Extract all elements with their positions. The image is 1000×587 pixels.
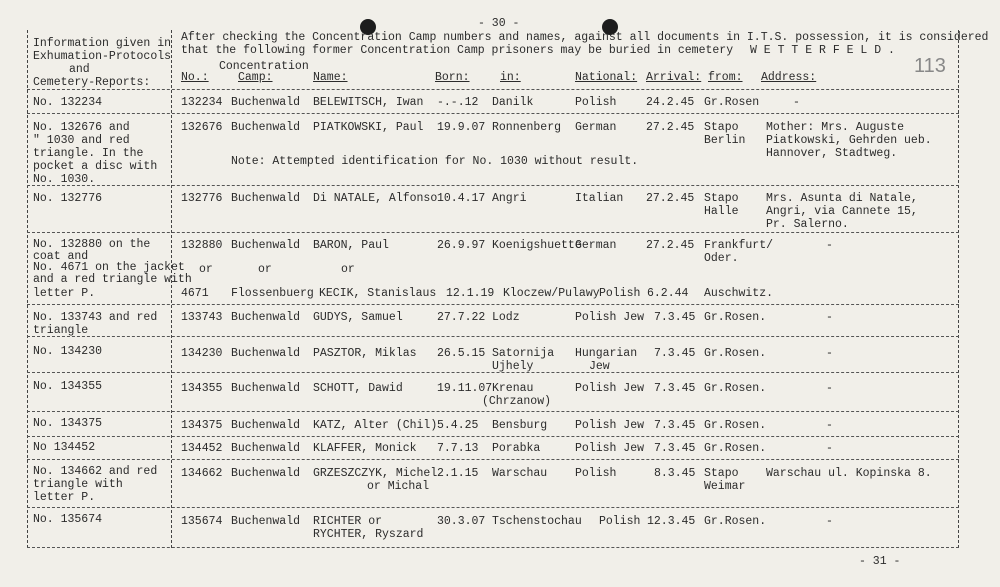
row-camp: Buchenwald (231, 192, 301, 205)
row-arrival: 7.3.45 (654, 347, 696, 360)
row-name: RICHTER or RYCHTER, Ryszard (313, 515, 424, 541)
row-birthplace: Tschenstochau (492, 515, 582, 528)
row-national: Polish Jew (575, 442, 645, 455)
row-national: Polish Jew (575, 311, 645, 324)
row-name: KATZ, Alter (Chil) (313, 419, 438, 432)
or-separator: or (258, 263, 272, 276)
row-name: Di NATALE, Alfonso (313, 192, 438, 205)
row-camp: Buchenwald (231, 382, 301, 395)
or-separator: or (341, 263, 355, 276)
row-number: 134230 (181, 347, 223, 360)
row-national: Polish (575, 467, 617, 480)
row-address: - (826, 239, 833, 252)
row-arrival: 7.3.45 (654, 419, 696, 432)
row-birthplace: Krenau (Chrzanow) (482, 382, 552, 408)
row-camp: Buchenwald (231, 467, 301, 480)
column-header-arrival: Arrival: (646, 71, 702, 84)
row-number: 133743 (181, 311, 223, 324)
row-camp: Buchenwald (231, 515, 301, 528)
row-from: Gr.Rosen. (704, 442, 767, 455)
row-info: No. 132676 and " 1030 and red triangle. In the pocket a disc with No. 1030. (33, 121, 158, 186)
row-address: - (826, 382, 833, 395)
row-name: BARON, Paul (313, 239, 389, 252)
row-camp: Buchenwald (231, 419, 301, 432)
row-number: 132880 (181, 239, 223, 252)
column-header-born: Born: (435, 71, 470, 84)
row-info: No. 132880 on the coat and No. 4671 on the jacket and a red triangle with letter P. (33, 238, 192, 300)
alt-name: KECIK, Stanislaus (319, 287, 437, 300)
row-address: Mother: Mrs. Auguste Piatkowski, Gehrden ueb. Hannover, Stadtweg. (766, 121, 932, 160)
intro-line-1: After checking the Concentration Camp numbers and names, against all documents in I.T.S. possession, it is considered (181, 31, 989, 44)
right-border (958, 30, 959, 548)
row-born: 2.1.15 (437, 467, 479, 480)
column-header-address: Address: (761, 71, 817, 84)
row-address: Warschau ul. Kopinska 8. (766, 467, 932, 480)
column-header-name: Name: (313, 71, 348, 84)
row-divider (27, 436, 959, 437)
row-born: 27.7.22 (437, 311, 486, 324)
row-birthplace: Bensburg (492, 419, 548, 432)
alt-from: Auschwitz. (704, 287, 774, 300)
row-born: -.-.12 (437, 96, 479, 109)
row-name: SCHOTT, Dawid (313, 382, 403, 395)
row-name: PASZTOR, Miklas (313, 347, 417, 360)
row-info: No. 133743 and red triangle (33, 311, 158, 337)
alt-birthplace: Kloczew/Pulawy (503, 287, 600, 300)
row-birthplace: Ronnenberg (492, 121, 562, 134)
row-arrival: 8.3.45 (654, 467, 696, 480)
row-name: BELEWITSCH, Iwan (313, 96, 424, 109)
row-birthplace: Warschau (492, 467, 548, 480)
row-divider (27, 232, 959, 233)
row-camp: Buchenwald (231, 347, 301, 360)
row-info: No. 132776 (33, 192, 103, 205)
column-header-national: National: (575, 71, 638, 84)
row-arrival: 27.2.45 (646, 121, 695, 134)
row-address: - (826, 311, 833, 324)
row-note: Note: Attempted identification for No. 1030 without result. (231, 155, 639, 168)
row-address: - (793, 96, 800, 109)
row-number: 134662 (181, 467, 223, 480)
row-from: Gr.Rosen. (704, 419, 767, 432)
cemetery-name: W E T T E R F E L D . (750, 44, 895, 57)
row-info: No. 135674 (33, 513, 103, 526)
row-info: No. 134375 (33, 417, 103, 430)
row-born: 7.7.13 (437, 442, 479, 455)
row-born: 19.9.07 (437, 121, 486, 134)
row-name: KLAFFER, Monick (313, 442, 417, 455)
row-national: Polish Jew (575, 419, 645, 432)
row-name: GUDYS, Samuel (313, 311, 403, 324)
row-arrival: 24.2.45 (646, 96, 695, 109)
row-info: No. 132234 (33, 96, 103, 109)
row-divider (27, 411, 959, 412)
row-national: Hungarian Jew (575, 347, 638, 373)
row-birthplace: Satornija Ujhely (492, 347, 555, 373)
row-from: Gr.Rosen. (704, 311, 767, 324)
row-divider (27, 304, 959, 305)
row-number: 134375 (181, 419, 223, 432)
row-from: Stapo Berlin (704, 121, 746, 147)
left-border (27, 30, 28, 548)
or-separator: or (199, 263, 213, 276)
row-arrival: 7.3.45 (654, 382, 696, 395)
row-national: Polish (575, 96, 617, 109)
row-from: Gr.Rosen. (704, 382, 767, 395)
row-from: Gr.Rosen. (704, 347, 767, 360)
intro-line-2: that the following former Concentration Camp prisoners may be buried in cemetery W E T T E R F E L D . (181, 44, 895, 57)
row-divider (27, 336, 959, 337)
row-divider (27, 185, 959, 186)
row-from: Frankfurt/ Oder. (704, 239, 774, 265)
row-camp: Buchenwald (231, 239, 301, 252)
row-address: - (826, 347, 833, 360)
column-header-camp-top: Concentration (219, 60, 309, 73)
row-birthplace: Angri (492, 192, 527, 205)
column-header-in: in: (500, 71, 521, 84)
row-divider (27, 113, 959, 114)
row-arrival: 27.2.45 (646, 239, 695, 252)
row-arrival: 27.2.45 (646, 192, 695, 205)
row-address: - (826, 515, 833, 528)
column-header-camp: Camp: (238, 71, 273, 84)
row-info: No. 134230 (33, 345, 103, 358)
row-address: Mrs. Asunta di Natale, Angri, via Cannete 15, Pr. Salerno. (766, 192, 918, 231)
row-info: No. 134662 and red triangle with letter P. (33, 465, 158, 504)
row-national: German (575, 121, 617, 134)
row-born: 5.4.25 (437, 419, 479, 432)
alt-national: Polish (599, 287, 641, 300)
row-number: 134355 (181, 382, 223, 395)
row-from: Stapo Weimar (704, 467, 746, 493)
row-info: No. 134355 (33, 380, 103, 393)
row-camp: Buchenwald (231, 96, 301, 109)
row-divider (27, 459, 959, 460)
row-camp: Buchenwald (231, 121, 301, 134)
row-national: Polish Jew (575, 382, 645, 395)
row-address: - (826, 419, 833, 432)
column-header-from: from: (708, 71, 743, 84)
page-number: - 30 - (478, 17, 520, 30)
stamp-number: 113 (914, 55, 946, 77)
row-number: 135674 (181, 515, 223, 528)
row-from: Gr.Rosen. (704, 515, 767, 528)
row-arrival: 7.3.45 (654, 311, 696, 324)
alt-camp: Flossenbuerg (231, 287, 314, 300)
row-number: 132234 (181, 96, 223, 109)
row-number: 132676 (181, 121, 223, 134)
row-divider (27, 89, 959, 90)
row-national: Polish (599, 515, 641, 528)
row-birthplace: Koenigshuette (492, 239, 582, 252)
row-address: - (826, 442, 833, 455)
row-birthplace: Porabka (492, 442, 541, 455)
row-camp: Buchenwald (231, 442, 301, 455)
row-camp: Buchenwald (231, 311, 301, 324)
row-number: 132776 (181, 192, 223, 205)
row-born: 26.9.97 (437, 239, 486, 252)
row-birthplace: Lodz (492, 311, 520, 324)
row-arrival: 12.3.45 (647, 515, 696, 528)
row-number: 134452 (181, 442, 223, 455)
alt-born: 12.1.19 (446, 287, 495, 300)
row-name: GRZESZCZYK, Michel or Michal (313, 467, 438, 493)
row-born: 30.3.07 (437, 515, 486, 528)
row-divider (27, 507, 959, 508)
alt-arrival: 6.2.44 (647, 287, 689, 300)
row-national: German (575, 239, 617, 252)
bottom-page-number: - 31 - (859, 555, 901, 568)
alt-number: 4671 (181, 287, 209, 300)
row-born: 26.5.15 (437, 347, 486, 360)
row-from: Stapo Halle (704, 192, 739, 218)
row-born: 19.11.07 (437, 382, 493, 395)
row-born: 10.4.17 (437, 192, 486, 205)
row-name: PIATKOWSKI, Paul (313, 121, 424, 134)
row-from: Gr.Rosen (704, 96, 760, 109)
row-national: Italian (575, 192, 624, 205)
row-info: No 134452 (33, 441, 96, 454)
bottom-border (27, 547, 959, 548)
row-arrival: 7.3.45 (654, 442, 696, 455)
column-header-no: No.: (181, 71, 209, 84)
left-header: Information given in Exhumation-Protocols and Cemetery-Reports: (33, 37, 172, 89)
row-birthplace: Danilk (492, 96, 534, 109)
